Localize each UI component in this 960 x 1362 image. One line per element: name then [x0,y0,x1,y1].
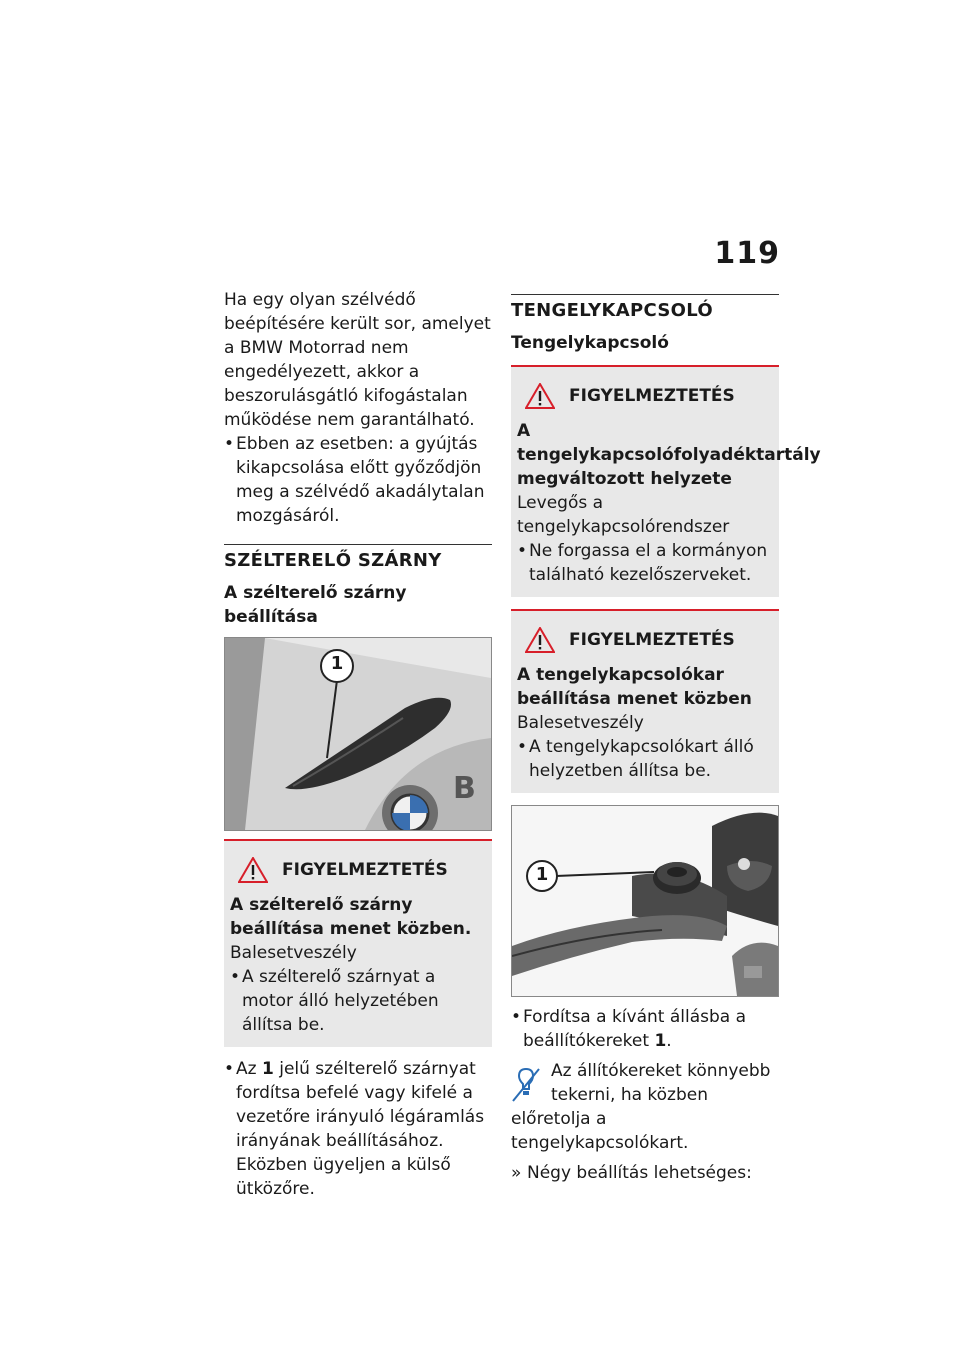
warning-bullet: • Ne forgassa el a kormányon található kezelőszerveket. [517,541,768,585]
warning-triangle-icon [238,857,268,883]
left-column [224,288,492,1201]
warning-box-deflector [224,839,492,1047]
intro-text: Ha egy olyan szélvédő beépítésére került sor, amelyet a BMW Motorrad nem engedélyezett, akkor a beszorulásgátló kifogástalan működése nem garantálható. [224,290,491,430]
step-ref: 1 [261,1059,274,1079]
page-number: 119 [714,236,780,271]
result-arrow-icon: » [511,1163,522,1183]
note-text: Az állítókereket könnyebb tekerni, ha közben előretolja a tengelykapcsolókart. [511,1061,771,1153]
warning-label: FIGYELMEZTETÉS [569,630,735,650]
step-end: . [666,1031,672,1051]
sub-title-clutch: Tengelykapcsoló [511,333,669,353]
section-title-deflector: SZÉLTERELŐ SZÁRNY [224,544,492,573]
svg-text:B: B [453,771,476,806]
deflector-step [224,1057,492,1201]
warning-hazard: Balesetveszély [517,713,644,733]
bullet-dot: • [511,1007,522,1027]
warning-title: A tengelykapcsolófolyadéktartály megváltozott helyzete [517,421,821,489]
callout-1: 1 [535,864,549,885]
warning-triangle-icon [525,627,555,653]
bullet-dot: • [224,434,235,454]
bullet-dot: • [224,1059,235,1079]
right-column [511,288,821,1185]
info-icon [511,1067,541,1103]
intro-bullet: • Ebben az esetben: a gyújtás kikapcsolása előtt győződjön meg a szélvédő akadálytalan mozgásáról. [224,434,485,526]
warning-box-clutch-lever [511,609,779,793]
warning-triangle-icon [525,383,555,409]
warning-header [525,383,773,409]
warning-bullet: • A tengelykapcsolókart álló helyzetben állítsa be. [517,737,754,781]
warning-title: A tengelykapcsolókar beállítása menet közben [517,665,752,709]
sub-title-deflector: A szélterelő szárny beállítása [224,583,407,627]
warning-label: FIGYELMEZTETÉS [282,860,448,880]
info-note [511,1059,779,1155]
warning-title: A szélterelő szárny beállítása menet közben. [230,895,472,939]
section-title-clutch: TENGELYKAPCSOLÓ [511,294,779,323]
bullet-dot: • [517,737,528,757]
warning-label: FIGYELMEZTETÉS [569,386,735,406]
deflector-figure [224,637,492,831]
warning-header [238,857,486,883]
step-text: Fordítsa a kívánt állásba a beállítókereket [523,1007,747,1051]
warning-box-clutch-reservoir [511,365,821,597]
warning-header [525,627,773,653]
callout-1: 1 [330,653,344,674]
bullet-dot: • [230,967,241,987]
warning-hazard: Balesetveszély [230,943,357,963]
warning-bullet: • A szélterelő szárnyat a motor álló helyzetében állítsa be. [230,967,439,1035]
step-ref: 1 [654,1031,667,1051]
clutch-step [511,1005,779,1053]
warning-hazard: Levegős a tengelykapcsolórendszer [517,493,730,537]
step-text: jelű szélterelő szárnyat fordítsa befelé vagy kifelé a vezetőre irányuló légáramlás irányának beállításához. Eközben ügyeljen a külső ütközőre. [236,1059,485,1199]
clutch-figure [511,805,779,997]
step-prefix: Az [236,1059,257,1079]
result-line: » Négy beállítás lehetséges: [511,1163,752,1183]
bullet-dot: • [517,541,528,561]
